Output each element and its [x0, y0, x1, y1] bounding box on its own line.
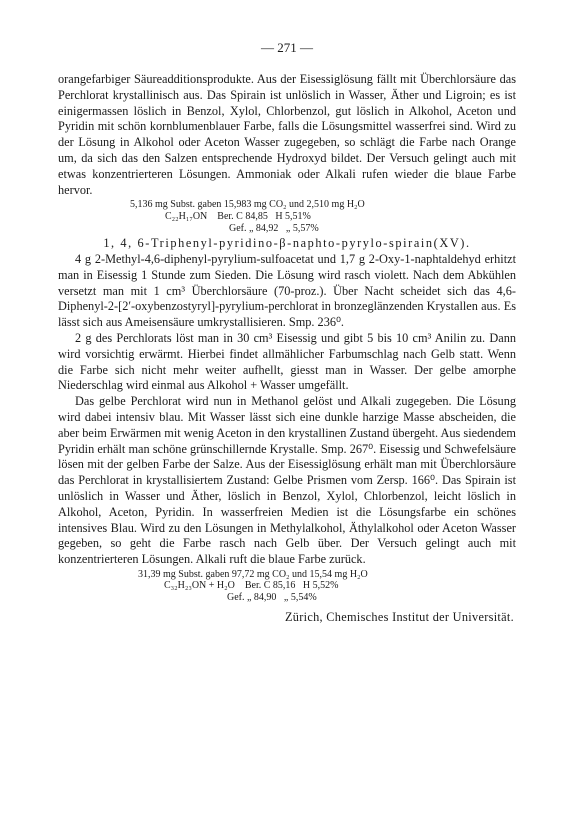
analysis-2-calculated: C₃₂H₂₃ON + H₂O Ber. C 85,16 H 5,52% [164, 580, 339, 592]
analysis-2-found: Gef. „ 84,90 „ 5,54% [227, 592, 317, 604]
analysis-2-measurement: 31,39 mg Subst. gaben 97,72 mg CO₂ und 15,54 mg H₂O [138, 568, 368, 580]
paragraph-synthesis: 4 g 2-Methyl-4,6-diphenyl-pyrylium-sulfoacetat und 1,7 g 2-Oxy-1-naphtaldehyd erhitzt man in Eisessig 1 Stunde zum Sieden. Die Lösung wird rasch violett. Nach dem Abkühlen versetzt man mit 1 cm³ Überchlorsäure (70-proz.). Über Nacht scheidet sich das 4,6-Diphenyl-2-[2′-oxybenzostyryl]-pyrylium-perchlorat in bronzeglänzenden Krystallen aus. Es lässt sich aus Ameisensäure umkrystallisieren. Smp. 236⁰. [58, 251, 516, 330]
main-text [58, 72, 516, 625]
analysis-1-measurement: 5,136 mg Subst. gaben 15,983 mg CO₂ und 2,510 mg H₂O [130, 199, 365, 211]
institution-signature: Zürich, Chemisches Institut der Universität. [284, 609, 514, 624]
paragraph-spirain-solubility: orangefarbiger Säureadditionsprodukte. Aus der Eisessiglösung fällt mit Überchlorsäure das Perchlorat krystallinisch aus. Das Spirain ist unlöslich in Wasser, Äther und Ligroin; es ist einigermassen löslich in Benzol, Xylol, Chlorbenzol, gut löslich in Alkohol, Aceton und Pyridin mit schön kornblumenblauer Farbe, falls die Lösungsmittel wasserfrei sind. Wird zu der Lösung in Alkohol oder Aceton Wasser zugegeben, so schlägt die Farbe nach Orange um, da sich das den Salzen entsprechende Hydroxyd bildet. Der Versuch gelingt auch mit etwas konzentrierteren Lösungen. Ammoniak oder Alkali rufen wieder die blaue Farbe hervor. [58, 72, 516, 197]
elemental-analysis-1 [58, 199, 516, 234]
paragraph-properties: Das gelbe Perchlorat wird nun in Methanol gelöst und Alkali zugegeben. Die Lösung wird dabei intensiv blau. Mit Wasser lässt sich eine dunkle harzige Masse abscheiden, die aber beim Erwärmen mit wenig Aceton in den krystallinen Zustand übergeht. Aus siedendem Pyridin erhält man schöne grünschillernde Krystalle. Smp. 267⁰. Eisessig und Schwefelsäure lösen mit der gelben Farbe der Salze. Aus der Eisessiglösung erhält man mit Überchlorsäure das Perchlorat in krystallisiertem Zustand: Gelbe Prismen vom Zersp. 166⁰. Das Spirain ist unlöslich in Wasser und Äther, löslich in Benzol, Xylol, Chlorbenzol, leicht löslich in Alkohol, Aceton, Pyridin. In wasserfreien Medien ist die Lösungsfarbe ein schönes intensives Blau. Wird zu den Lösungen in Methylalkohol, Äthylalkohol oder Aceton Wasser gegeben, so geht die Farbe rasch nach Gelb über. Der Versuch gelingt auch mit konzentrierteren Lösungen. Alkali ruft die blaue Farbe zurück. [58, 394, 516, 567]
elemental-analysis-2 [58, 569, 516, 604]
section-heading: 1, 4, 6-Triphenyl-pyridino-β-naphto-pyrylo-spirain(XV). [103, 236, 471, 251]
analysis-1-calculated: C₂₂H₁₇ON Ber. C 84,85 H 5,51% [165, 210, 311, 222]
analysis-1-found: Gef. „ 84,92 „ 5,57% [229, 222, 319, 234]
paragraph-aniline: 2 g des Perchlorats löst man in 30 cm³ Eisessig und gibt 5 bis 10 cm³ Anilin zu. Dann wird vorsichtig erwärmt. Hierbei findet allmählicher Farbumschlag nach Gelb statt. Wenn die Farbe sich nicht mehr weiter aufhellt, giesst man in Wasser. Der gelbe amorphe Niederschlag wird einmal aus Alkohol + Wasser umgefällt. [58, 330, 516, 393]
page-number: — 271 — [261, 40, 313, 55]
